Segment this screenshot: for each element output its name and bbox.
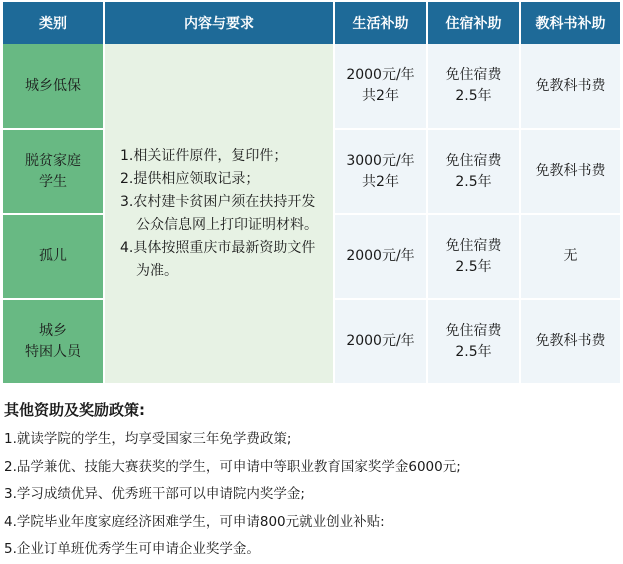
requirements-cell <box>104 44 334 384</box>
living-amount: 3000元/年 <box>346 152 415 169</box>
policy-title: 其他资助及奖励政策: <box>4 401 145 419</box>
policy-item: 2.品学兼优、技能大赛获奖的学生，可申请中等职业教育国家奖学金6000元; <box>4 458 461 475</box>
category-text: 特困人员 <box>25 343 81 360</box>
other-policies-section <box>4 399 616 564</box>
textbook-text: 免教科书费 <box>535 333 606 349</box>
table-header-row <box>3 2 620 44</box>
housing-text: 免住宿费 <box>445 67 502 83</box>
header-textbook-subsidy: 教科书补助 <box>520 2 620 44</box>
housing-text: 免住宿费 <box>445 237 502 254</box>
textbook-subsidy-cell <box>520 214 620 299</box>
housing-duration: 2.5年 <box>455 173 492 190</box>
category-text: 脱贫家庭 <box>25 152 81 169</box>
requirement-item-continued: 为准。 <box>136 262 178 279</box>
header-category: 类别 <box>3 2 104 44</box>
policy-item: 3.学习成绩优异、优秀班干部可以申请院内奖学金; <box>4 486 305 502</box>
housing-duration: 2.5年 <box>455 258 492 275</box>
category-text: 孤儿 <box>39 248 67 264</box>
textbook-subsidy-cell <box>520 44 620 129</box>
category-cell <box>3 299 104 384</box>
textbook-subsidy-cell <box>520 299 620 384</box>
living-subsidy-cell <box>334 44 427 129</box>
category-text: 学生 <box>39 173 67 190</box>
header-housing-subsidy: 住宿补助 <box>427 2 520 44</box>
student-aid-table <box>3 2 620 385</box>
living-duration: 共2年 <box>362 88 399 104</box>
living-amount: 2000元/年 <box>346 67 415 83</box>
housing-text: 免住宿费 <box>445 322 502 339</box>
category-cell <box>3 44 104 129</box>
header-content: 内容与要求 <box>104 2 334 44</box>
textbook-text: 免教科书费 <box>535 77 606 94</box>
requirement-item: 1.相关证件原件，复印件； <box>120 147 288 164</box>
living-subsidy-cell <box>334 214 427 299</box>
policy-item: 4.学院毕业年度家庭经济困难学生，可申请800元就业创业补贴: <box>4 513 385 530</box>
category-text: 城乡 <box>39 322 67 339</box>
housing-subsidy-cell <box>427 214 520 299</box>
requirement-item-continued: 公众信息网上打印证明材料。 <box>136 216 318 233</box>
policy-item: 5.企业订单班优秀学生可申请企业奖学金。 <box>4 541 260 557</box>
housing-subsidy-cell <box>427 129 520 214</box>
housing-subsidy-cell <box>427 44 520 129</box>
textbook-subsidy-cell <box>520 129 620 214</box>
category-text: 城乡低保 <box>25 77 81 94</box>
header-living-subsidy: 生活补助 <box>334 2 427 44</box>
requirement-item: 3.农村建卡贫困户须在扶持开发 <box>120 193 316 210</box>
requirement-item: 4.具体按照重庆市最新资助文件 <box>120 239 316 256</box>
category-cell <box>3 129 104 214</box>
living-subsidy-cell <box>334 129 427 214</box>
housing-duration: 2.5年 <box>455 88 492 104</box>
living-duration: 共2年 <box>362 173 399 190</box>
requirement-item: 2.提供相应领取记录； <box>120 170 260 187</box>
living-amount: 2000元/年 <box>346 248 415 264</box>
table-row <box>3 44 620 129</box>
category-cell <box>3 214 104 299</box>
housing-subsidy-cell <box>427 299 520 384</box>
living-amount: 2000元/年 <box>346 333 415 349</box>
textbook-text: 免教科书费 <box>535 163 606 179</box>
textbook-text: 无 <box>563 248 578 264</box>
housing-text: 免住宿费 <box>445 152 502 169</box>
living-subsidy-cell <box>334 299 427 384</box>
housing-duration: 2.5年 <box>455 343 492 360</box>
policy-item: 1.就读学院的学生，均享受国家三年免学费政策; <box>4 431 292 447</box>
